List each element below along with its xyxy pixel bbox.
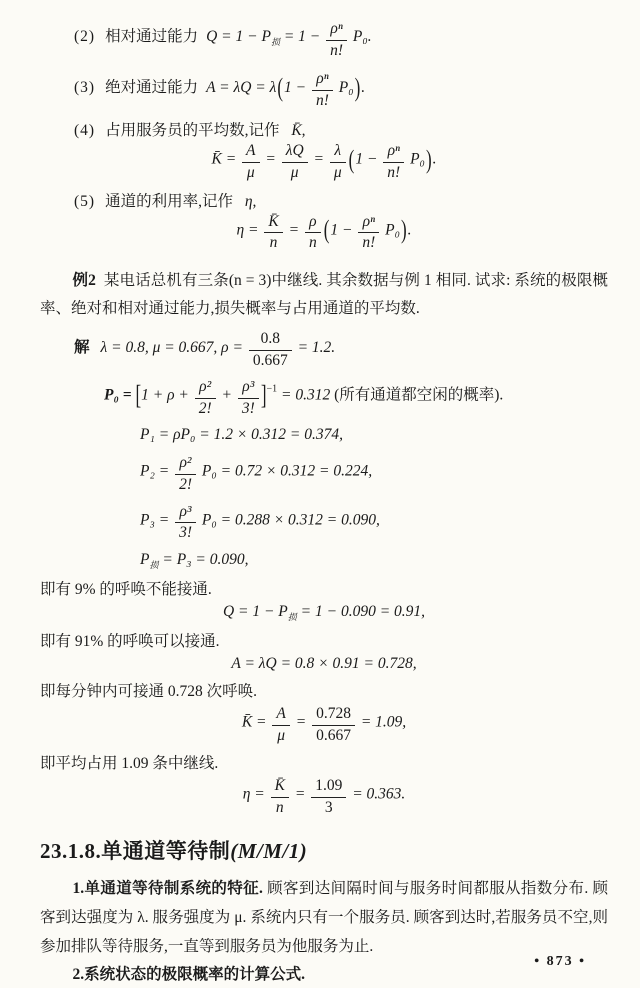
note-9-percent: 即有 9% 的呼唤不能接通. (40, 580, 212, 598)
math-text: λ = 0.8, μ = 0.667, ρ = (100, 338, 247, 356)
fraction-denominator: n! (330, 41, 344, 59)
equation-p2 (140, 454, 608, 494)
fraction (175, 503, 196, 543)
item-5-number: (5) (74, 192, 96, 210)
item-3-title: 绝对通过能力 (105, 78, 199, 96)
right-paren: ) (354, 72, 361, 102)
fraction-numerator: ρⁿ (358, 213, 379, 234)
math-text: K̄ = (211, 150, 241, 168)
fraction-numerator: ρ² (195, 378, 216, 399)
math-text: 1 + ρ + (141, 386, 193, 404)
math-text: = (291, 713, 311, 731)
fraction (175, 454, 196, 494)
section-model-notation: (M/M/1) (230, 839, 308, 864)
fraction-denominator: 2! (179, 476, 192, 494)
math-text: 1 − (330, 220, 357, 238)
fraction-numerator: 1.09 (311, 777, 346, 798)
math-text: = P₃ = 0.090, (158, 550, 249, 568)
fraction (312, 70, 333, 110)
math-text: η = (236, 220, 263, 238)
fraction-denominator: 0.667 (316, 726, 351, 744)
note-average-lines: 即平均占用 1.09 条中继线. (40, 755, 219, 773)
fraction-numerator: 0.8 (249, 330, 292, 351)
equation-a: A = λQ = 0.8 × 0.91 = 0.728, (231, 655, 417, 673)
fraction-denominator: 2! (198, 399, 212, 417)
note-per-minute: 即每分钟内可接通 0.728 次呼唤. (40, 683, 258, 701)
fraction-numerator: ρ³ (238, 378, 259, 399)
math-text: P₀ (406, 150, 425, 168)
page-number: • 873 • (534, 954, 586, 969)
math-text: 1 − (355, 150, 382, 168)
paragraph-limit-probability (40, 961, 608, 988)
math-text: 1 − (284, 78, 310, 96)
item-4-number: (4) (74, 122, 96, 140)
inline-note: (所有通道都空闲的概率). (334, 386, 504, 404)
fraction-numerator: A (242, 142, 259, 163)
equation-eta-definition (40, 213, 608, 253)
fraction (312, 705, 355, 745)
section-number: 23.1.8. (40, 839, 102, 864)
math-text: P₀ = (104, 386, 136, 404)
math-text: P₀ (334, 78, 354, 96)
equation-absolute-capacity (206, 70, 366, 109)
math-text: = 1.09, (356, 713, 407, 731)
equation-parameters (100, 330, 336, 369)
fraction (264, 213, 282, 253)
example-2-label: 例2 (72, 271, 96, 289)
fraction-denominator: n! (315, 91, 329, 109)
fraction (330, 142, 346, 182)
equation-kbar-value (40, 705, 608, 745)
fraction (271, 777, 289, 817)
fraction-denominator: n (308, 234, 317, 252)
item-4-title: 占用服务员的平均数,记作 (105, 122, 284, 140)
note-91-percent: 即有 91% 的呼唤可以接通. (40, 633, 220, 651)
math-text: = 1 − 0.090 = 0.91, (296, 602, 426, 620)
formula-item-3 (74, 70, 608, 110)
fraction (305, 213, 321, 253)
math-text: Q = 1 − P (206, 28, 271, 46)
equation-q (40, 603, 608, 623)
item-2-title: 相对通过能力 (105, 28, 199, 46)
math-text: + (217, 386, 236, 404)
fraction-denominator: 0.667 (252, 351, 288, 369)
right-bracket: ] (260, 379, 267, 411)
math-text: = 1.2. (293, 338, 336, 356)
item-3-number: (3) (74, 78, 96, 96)
item-2-number: (2) (74, 28, 96, 46)
list-2-label: 2. (72, 966, 85, 984)
math-text: K̄ = (241, 713, 271, 731)
solution-line (74, 330, 608, 370)
fraction (272, 705, 289, 745)
math-text: = (290, 785, 310, 803)
formula-item-4 (74, 118, 608, 140)
fraction-numerator: ρⁿ (312, 70, 333, 91)
loss-subscript: 损 (287, 612, 297, 623)
exponent-minus-1: −1 (266, 383, 278, 395)
paragraph-mm1-characteristics (40, 875, 608, 961)
math-text: . (432, 150, 437, 168)
fraction (195, 378, 216, 418)
left-paren: ( (277, 72, 283, 102)
math-text: η = (242, 785, 269, 803)
equation-p3 (140, 503, 608, 543)
section-heading (40, 835, 608, 865)
math-text: P₀. (349, 28, 372, 46)
section-title: 单通道等待制 (101, 839, 231, 864)
list-1-label: 1. (72, 880, 85, 898)
fraction (358, 213, 379, 253)
fraction-denominator: μ (246, 163, 255, 181)
math-text: = 0.363. (348, 785, 406, 803)
equation-p1: P₁ = ρP₀ = 1.2 × 0.312 = 0.374, (140, 426, 343, 444)
fraction-denominator: n! (362, 234, 376, 252)
fraction (326, 20, 347, 60)
fraction (238, 378, 259, 418)
fraction-denominator: 3! (179, 524, 192, 542)
math-text: P₂ = (140, 462, 174, 480)
fraction-denominator: n (275, 798, 284, 816)
list-1-bold-lead: 单通道等待制系统的特征. (84, 880, 263, 898)
math-text: P₃ = (140, 511, 174, 529)
fraction (383, 142, 404, 182)
fraction-denominator: μ (277, 726, 286, 744)
equation-eta-value (40, 777, 608, 817)
formula-item-2 (74, 20, 608, 60)
list-1-text: 顾客到达间隔时间与服务时间都服从指数分布. 顾客到达强度为 λ. 服务强度为 μ. 系统内只有一个服务员. 顾客到达时,若服务员不空,则参加排队等待服务,一直等到服务员为他服务为止. (40, 880, 608, 955)
equation-p0 (104, 378, 608, 418)
loss-subscript: 损 (270, 37, 280, 48)
fraction-numerator: K̄ (264, 213, 282, 234)
math-text: P₀ = 0.72 × 0.312 = 0.224, (198, 462, 373, 480)
loss-subscript: 损 (149, 559, 159, 570)
left-paren: ( (323, 214, 330, 244)
fraction-denominator: μ (290, 163, 299, 181)
formula-item-5 (74, 189, 608, 211)
fraction-numerator: 0.728 (312, 705, 355, 726)
equation-relative-capacity (206, 20, 372, 59)
equation-p-loss (140, 551, 608, 571)
fraction-numerator: A (272, 705, 289, 726)
example-2-paragraph (40, 267, 608, 324)
equation-kbar-definition (40, 142, 608, 182)
math-text: = 0.312 (277, 386, 335, 404)
math-text: = (309, 150, 328, 168)
item-5-title: 通道的利用率,记作 (105, 192, 237, 210)
math-text: Q = 1 − P (222, 602, 288, 620)
fraction-numerator: ρ³ (175, 503, 196, 524)
math-text: A = λQ = λ (206, 78, 277, 96)
right-paren: ) (425, 144, 432, 174)
fraction (242, 142, 259, 182)
fraction-denominator: 3! (241, 399, 255, 417)
fraction-numerator: λ (330, 142, 346, 163)
eta-symbol: η, (244, 192, 257, 210)
fraction-numerator: ρ (305, 213, 321, 234)
math-text: = (284, 220, 303, 238)
fraction-numerator: λQ (282, 142, 308, 163)
fraction-denominator: n (269, 234, 278, 252)
fraction (282, 142, 308, 182)
math-text: P₀ (381, 220, 400, 238)
kbar-symbol: K̄, (291, 122, 306, 140)
right-paren: ) (400, 214, 407, 244)
math-text: . (361, 78, 366, 96)
example-2-text: 某电话总机有三条(n = 3)中继线. 其余数据与例 1 相同. 试求: 系统的极限概率、绝对和相对通过能力,损失概率与占用通道的平均数. (40, 271, 608, 318)
left-bracket: [ (135, 379, 142, 411)
list-2-text: 系统状态的极限概率的计算公式. (84, 966, 306, 984)
solve-label: 解 (74, 338, 91, 356)
fraction-numerator: K̄ (271, 777, 289, 798)
fraction-numerator: ρⁿ (326, 20, 347, 41)
math-text: P₀ = 0.288 × 0.312 = 0.090, (198, 511, 380, 529)
math-text: P (140, 550, 150, 568)
fraction-denominator: n! (387, 163, 401, 181)
fraction-numerator: ρ² (175, 454, 196, 475)
fraction (249, 330, 292, 370)
fraction-denominator: μ (333, 163, 342, 181)
math-text: . (407, 220, 412, 238)
fraction-numerator: ρⁿ (383, 142, 404, 163)
math-text: = 1 − (279, 28, 325, 46)
fraction-denominator: 3 (324, 798, 333, 816)
math-text: = (261, 150, 280, 168)
fraction (311, 777, 346, 817)
left-paren: ( (348, 144, 355, 174)
